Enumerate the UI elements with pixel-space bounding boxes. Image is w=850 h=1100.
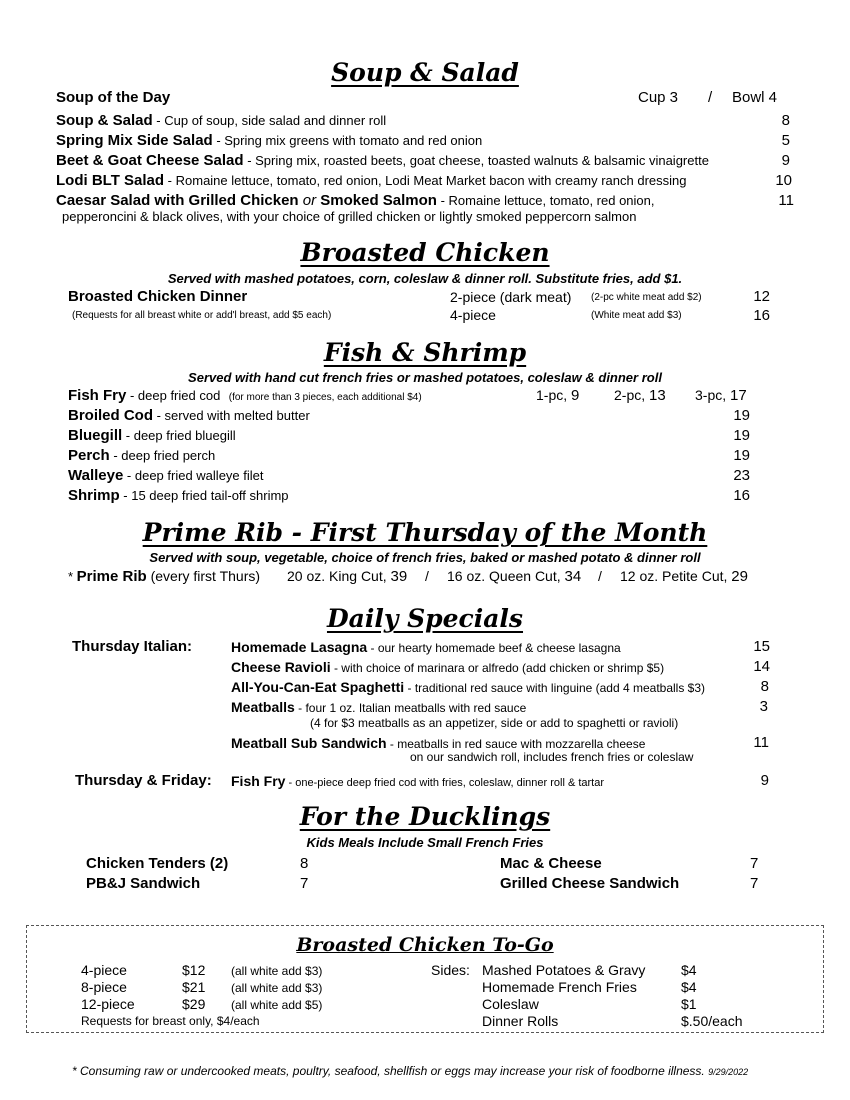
section-title-broasted: Broasted Chicken (300, 238, 550, 267)
kids-item-price: 7 (750, 875, 759, 892)
item-price: 8 (781, 112, 790, 129)
menu-item-fish-fry (68, 387, 422, 405)
item-price: 15 (753, 638, 770, 655)
section-subtitle-kids: Kids Meals Include Small French Fries (306, 835, 544, 850)
broasted-option-2pc: 2-piece (dark meat) (450, 289, 572, 305)
item-desc: (every first Thurs) (146, 568, 261, 584)
item-name: Caesar Salad with Grilled Chicken (56, 192, 303, 209)
prime-queen-cut (447, 568, 581, 585)
broasted-option-4pc-note: (White meat add $3) (591, 310, 682, 321)
fish-fry-3pc (695, 387, 747, 404)
broasted-option-4pc: 4-piece (450, 307, 496, 323)
to-go-note: (all white add $3) (231, 964, 323, 978)
to-go-price: $12 (182, 962, 206, 978)
item-name: Walleye (68, 467, 124, 484)
item-note: (for more than 3 pieces, each additional $4) (228, 392, 422, 403)
item-name: Beet & Goat Cheese Salad (56, 152, 244, 169)
menu-item-lasagna (231, 639, 621, 657)
section-subtitle-fish: Served with hand cut french fries or mashed potatoes, coleslaw & dinner roll (188, 370, 662, 385)
menu-item-walleye (68, 467, 264, 485)
item-desc: - four 1 oz. Italian meatballs with red sauce (294, 701, 527, 715)
menu-item-perch (68, 447, 215, 465)
item-desc: - deep fried cod (126, 388, 221, 403)
section-title-fish: Fish & Shrimp (323, 338, 527, 367)
menu-item-broiled-cod (68, 407, 310, 425)
item-price: 11 (753, 734, 769, 751)
prime-king-cut (287, 568, 407, 585)
thursday-italian-label: Thursday Italian: (72, 638, 193, 655)
item-price: 3 (759, 698, 768, 715)
broasted-option-2pc-note: (2-pc white meat add $2) (591, 292, 702, 303)
item-name: Meatball Sub Sandwich (231, 735, 387, 751)
item-desc: - 15 deep fried tail-off shrimp (119, 488, 289, 503)
to-go-size: 8-piece (81, 979, 127, 995)
thursday-friday-label: Thursday & Friday: (75, 772, 212, 789)
menu-item-spaghetti (231, 679, 705, 697)
fish-fry-3pc-label: 3-pc, (695, 387, 731, 403)
meatballs-note: (4 for $3 meatballs as an appetizer, side or add to spaghetti or ravioli) (310, 716, 679, 730)
item-name: Meatballs (231, 699, 295, 715)
item-desc: - one-piece deep fried cod with fries, coleslaw, dinner roll & tartar (285, 777, 605, 789)
menu-item-lodi-blt (56, 172, 686, 190)
item-name: Lodi BLT Salad (56, 172, 165, 189)
to-go-price: $21 (182, 979, 206, 995)
fish-fry-2pc (614, 387, 666, 404)
item-desc: - Romaine lettuce, tomato, red onion, (436, 193, 655, 208)
menu-item-spring-mix (56, 132, 482, 150)
prime-petite-price: 29 (731, 568, 748, 585)
meatball-sub-note: on our sandwich roll, includes french fries or coleslaw (410, 750, 694, 764)
section-title-prime-rib: Prime Rib - First Thursday of the Month (142, 518, 708, 547)
menu-item-shrimp (68, 487, 289, 505)
item-name: Cheese Ravioli (231, 659, 331, 675)
to-go-note: (all white add $5) (231, 998, 323, 1012)
item-price: 5 (781, 132, 790, 149)
to-go-title: Broasted Chicken To-Go (296, 934, 554, 956)
menu-item-prime-rib (68, 568, 260, 586)
item-desc: - traditional red sauce with linguine (add 4 meatballs $3) (404, 681, 706, 695)
kids-item-price: 7 (750, 855, 759, 872)
item-name-b: Smoked Salmon (316, 192, 437, 209)
menu-item-caesar (56, 192, 655, 210)
fish-fry-3pc-price: 17 (730, 387, 747, 404)
to-go-breast-note: Requests for breast only, $4/each (81, 1014, 260, 1028)
item-price: 9 (760, 772, 769, 789)
prime-queen-label: 16 oz. Queen Cut, (447, 568, 565, 584)
footer-disclaimer (72, 1064, 748, 1078)
item-price: 19 (733, 407, 750, 424)
section-subtitle-prime-rib: Served with soup, vegetable, choice of french fries, baked or mashed potato & dinner roll (149, 550, 701, 565)
prime-separator: / (598, 568, 602, 584)
fish-fry-2pc-label: 2-pc, (614, 387, 650, 403)
broasted-note: (Requests for all breast white or add'l breast, add $5 each) (72, 310, 332, 321)
item-desc-continued: pepperoncini & black olives, with your choice of grilled chicken or lightly smoked peppercorn salmon (62, 209, 637, 224)
menu-item-beet-goat (56, 152, 709, 170)
item-name: Fish Fry (68, 387, 127, 404)
prime-separator: / (425, 568, 429, 584)
item-desc: - deep fried bluegill (122, 428, 236, 443)
side-price: $4 (681, 962, 697, 978)
prime-petite-label: 12 oz. Petite Cut, (620, 568, 732, 584)
item-price: 11 (778, 192, 794, 209)
item-desc: - Romaine lettuce, tomato, red onion, Lodi Meat Market bacon with creamy ranch dressing (164, 173, 687, 188)
item-name-or: or (302, 192, 317, 209)
item-price: 8 (760, 678, 769, 695)
item-name: Perch (68, 447, 110, 464)
to-go-note: (all white add $3) (231, 981, 323, 995)
item-name: All-You-Can-Eat Spaghetti (231, 679, 405, 695)
section-title-daily-specials: Daily Specials (326, 604, 524, 633)
menu-item-soup-salad (56, 112, 386, 130)
fish-fry-1pc-label: 1-pc, (536, 387, 572, 403)
item-price: 12 (753, 288, 770, 305)
side-name: Homemade French Fries (482, 979, 637, 995)
soup-of-day-name: Soup of the Day (56, 89, 171, 106)
item-price: 10 (775, 172, 792, 189)
item-desc: - meatballs in red sauce with mozzarella cheese (386, 737, 646, 751)
broasted-dinner-name: Broasted Chicken Dinner (68, 288, 248, 305)
item-price: 23 (733, 467, 750, 484)
item-desc: - Cup of soup, side salad and dinner roll (152, 113, 387, 128)
kids-item-name: Grilled Cheese Sandwich (500, 875, 680, 892)
soup-bowl-price: Bowl 4 (732, 89, 778, 106)
prime-queen-price: 34 (564, 568, 582, 585)
item-price: 14 (753, 658, 770, 675)
kids-item-name: Chicken Tenders (2) (86, 855, 229, 872)
item-price: 19 (733, 447, 750, 464)
menu-item-friday-fish-fry (231, 773, 604, 791)
item-desc: - deep fried perch (109, 448, 216, 463)
item-price: 16 (753, 307, 770, 324)
item-desc: - with choice of marinara or alfredo (add chicken or shrimp $5) (330, 661, 665, 675)
to-go-size: 12-piece (81, 996, 135, 1012)
menu-item-ravioli (231, 659, 664, 677)
item-name: Broiled Cod (68, 407, 153, 424)
item-name: Bluegill (68, 427, 123, 444)
side-name: Mashed Potatoes & Gravy (482, 962, 646, 978)
item-name: Homemade Lasagna (231, 639, 368, 655)
section-subtitle-broasted: Served with mashed potatoes, corn, coleslaw & dinner roll. Substitute fries, add $1. (167, 271, 683, 286)
item-desc: - our hearty homemade beef & cheese lasagna (367, 641, 621, 655)
footer-date: 9/29/2022 (708, 1067, 749, 1077)
item-name: Soup & Salad (56, 112, 153, 129)
menu-item-bluegill (68, 427, 236, 445)
section-title-kids: For the Ducklings (299, 802, 551, 831)
item-name: Spring Mix Side Salad (56, 132, 213, 149)
side-name: Dinner Rolls (482, 1013, 559, 1029)
fish-fry-2pc-price: 13 (649, 387, 666, 404)
side-name: Coleslaw (482, 996, 539, 1012)
kids-item-price: 7 (300, 875, 309, 892)
sides-label: Sides: (431, 962, 470, 978)
item-desc: - deep fried walleye filet (123, 468, 264, 483)
fish-fry-1pc (536, 387, 579, 404)
item-name: Shrimp (68, 487, 120, 504)
to-go-size: 4-piece (81, 962, 127, 978)
menu-item-meatballs (231, 699, 526, 717)
kids-item-price: 8 (300, 855, 309, 872)
kids-item-name: Mac & Cheese (500, 855, 602, 872)
soup-cup-price: Cup 3 (638, 89, 679, 106)
kids-item-name: PB&J Sandwich (86, 875, 201, 892)
prime-star: * (68, 569, 77, 584)
soup-separator: / (708, 89, 713, 106)
section-title-soup-salad: Soup & Salad (331, 58, 519, 87)
fish-fry-1pc-price: 9 (571, 387, 580, 404)
to-go-price: $29 (182, 996, 206, 1012)
item-price: 19 (733, 427, 750, 444)
prime-king-label: 20 oz. King Cut, (287, 568, 391, 584)
side-price: $4 (681, 979, 697, 995)
item-name: Prime Rib (76, 568, 147, 585)
item-desc: - served with melted butter (153, 408, 310, 423)
item-price: 9 (781, 152, 790, 169)
item-name: Fish Fry (231, 773, 286, 789)
prime-petite-cut (620, 568, 748, 585)
side-price: $1 (681, 996, 697, 1012)
item-desc: - Spring mix greens with tomato and red onion (212, 133, 483, 148)
item-desc: - Spring mix, roasted beets, goat cheese, toasted walnuts & balsamic vinaigrette (243, 153, 709, 168)
prime-king-price: 39 (390, 568, 408, 585)
side-price: $.50/each (681, 1013, 743, 1029)
item-price: 16 (733, 487, 750, 504)
footer-text: * Consuming raw or undercooked meats, poultry, seafood, shellfish or eggs may increase your risk of foodborne illness. (72, 1064, 705, 1078)
